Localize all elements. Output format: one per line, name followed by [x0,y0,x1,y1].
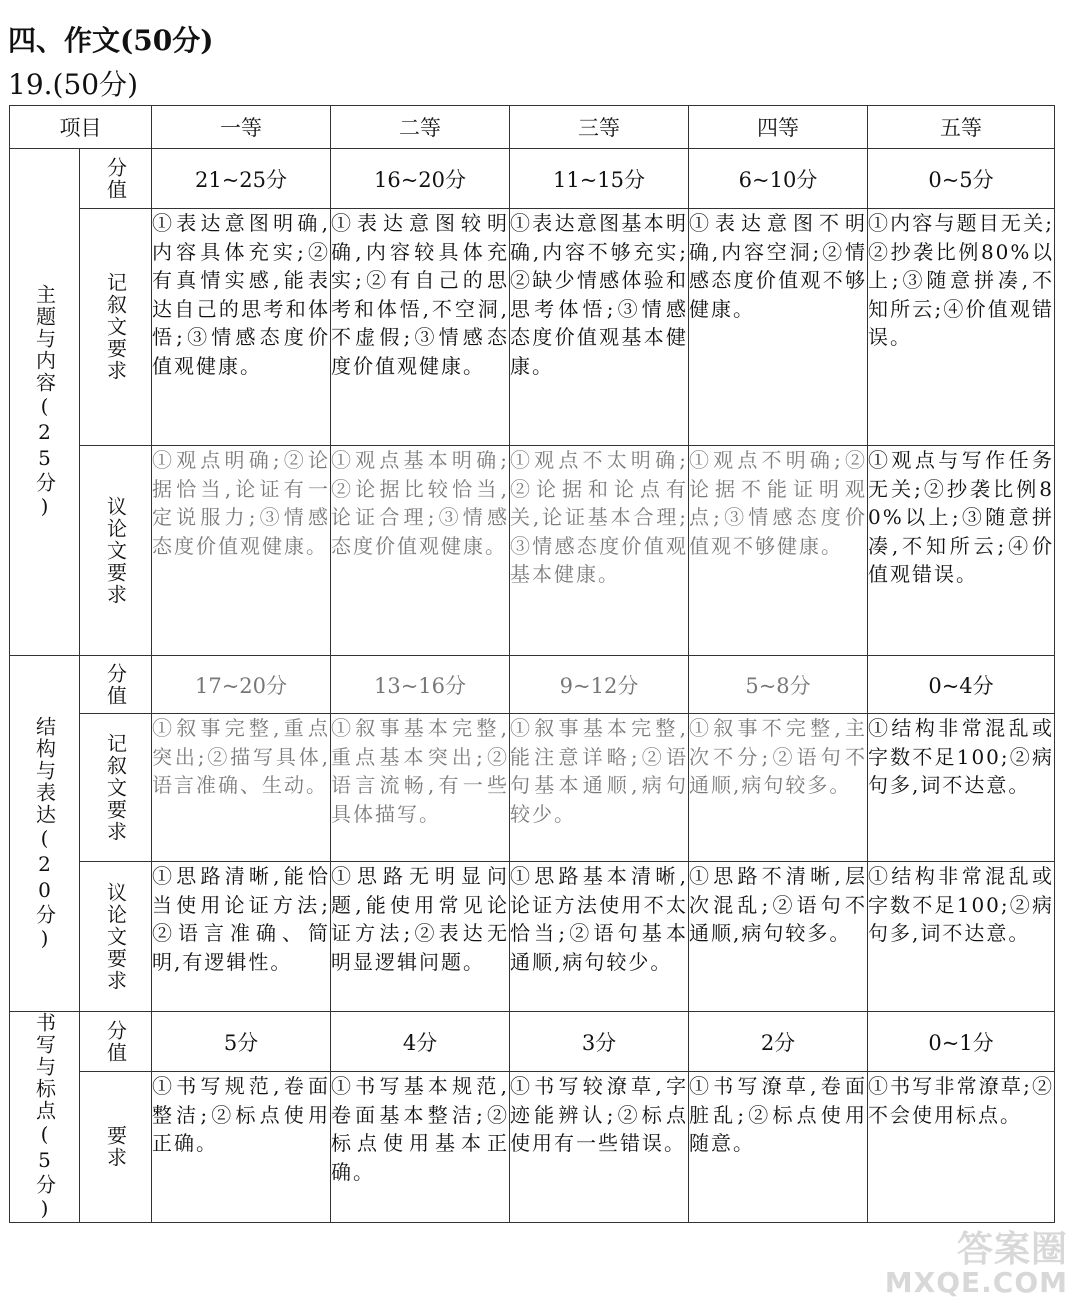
criteria-cell: ①思路不清晰,层次混乱;②语句不通顺,病句较多。 [689,862,868,1012]
score-cell: 3分 [510,1012,689,1072]
criteria-cell: ①结构非常混乱或字数不足100;②病句多,词不达意。 [868,862,1055,1012]
sub-label-cell [80,1012,152,1072]
criteria-cell: ①书写非常潦草;②不会使用标点。 [868,1072,1055,1223]
score-cell: 0~4分 [868,656,1055,714]
sub-label: 议论文要求 [103,881,128,992]
score-cell: 21~25分 [152,149,331,209]
score-cell: 4分 [331,1012,510,1072]
score-cell: 13~16分 [331,656,510,714]
category-label: 结构与表达(20分) [32,715,57,952]
score-cell: 17~20分 [152,656,331,714]
category-writing [10,1012,80,1223]
score-cell: 5分 [152,1012,331,1072]
criteria-cell: ①叙事基本完整,能注意详略;②语句基本通顺,病句较少。 [510,714,689,862]
criteria-cell: ①观点明确;②论据恰当,论证有一定说服力;③情感态度价值观健康。 [152,446,331,656]
row-c1-score [10,149,1055,209]
score-cell: 6~10分 [689,149,868,209]
criteria-cell: ①思路无明显问题,能使用常见论证方法;②表达无明显逻辑问题。 [331,862,510,1012]
sub-label-cell [80,862,152,1012]
sub-label: 议论文要求 [103,495,128,606]
score-cell: 0~5分 [868,149,1055,209]
score-cell: 9~12分 [510,656,689,714]
criteria-cell: ①观点与写作任务无关;②抄袭比例80%以上;③随意拼凑,不知所云;④价值观错误。 [868,446,1055,656]
site-watermark [884,1229,1068,1299]
category-label: 主题与内容(25分) [32,284,57,520]
criteria-cell: ①观点不太明确;②论据和论点有关,论证基本合理;③情感态度价值观基本健康。 [510,446,689,656]
criteria-cell: ①表达意图不明确,内容空洞;②情感态度价值观不够健康。 [689,209,868,446]
criteria-cell: ①叙事不完整,主次不分;②语句不通顺,病句较多。 [689,714,868,862]
row-c2-narrative [10,714,1055,862]
sub-label: 分值 [103,1019,128,1064]
row-c3-score [10,1012,1055,1072]
sub-label-cell [80,149,152,209]
sub-label-cell [80,656,152,714]
criteria-cell: ①书写较潦草,字迹能辨认;②标点使用有一些错误。 [510,1072,689,1223]
criteria-cell: ①表达意图明确,内容具体充实;②有真情实感,能表达自己的思考和体悟;③情感态度价值观健康。 [152,209,331,446]
section-heading: 四、作文(50分) [8,24,214,57]
sub-label-cell [80,446,152,656]
row-c2-score [10,656,1055,714]
row-c1-narrative [10,209,1055,446]
sub-label: 记叙文要求 [103,272,128,382]
sub-label: 分值 [103,662,128,707]
criteria-cell: ①表达意图基本明确,内容不够充实;②缺少情感体验和思考体悟;③情感态度价值观基本健康。 [510,209,689,446]
score-cell: 16~20分 [331,149,510,209]
criteria-cell: ①书写潦草,卷面脏乱;②标点使用随意。 [689,1072,868,1223]
watermark-logo-text: 答案圈 [956,1229,1068,1270]
watermark-url-text: MXQE.COM [884,1266,1068,1299]
scoring-rubric-table [9,105,1055,1223]
header-project: 项目 [10,106,152,149]
row-c3-requirement [10,1072,1055,1223]
header-grade-4: 四等 [689,106,868,149]
sub-label-cell [80,209,152,446]
category-content [10,149,80,656]
criteria-cell: ①叙事完整,重点突出;②描写具体,语言准确、生动。 [152,714,331,862]
score-cell: 11~15分 [510,149,689,209]
sub-label: 要求 [103,1125,128,1170]
score-cell: 2分 [689,1012,868,1072]
category-structure [10,656,80,1012]
header-row [10,106,1055,149]
header-grade-1: 一等 [152,106,331,149]
score-cell: 0~1分 [868,1012,1055,1072]
criteria-cell: ①思路基本清晰,论证方法使用不太恰当;②语句基本通顺,病句较少。 [510,862,689,1012]
criteria-cell: ①书写基本规范,卷面基本整洁;②标点使用基本正确。 [331,1072,510,1223]
row-c1-argument [10,446,1055,656]
criteria-cell: ①结构非常混乱或字数不足100;②病句多,词不达意。 [868,714,1055,862]
header-grade-3: 三等 [510,106,689,149]
sub-label-cell [80,714,152,862]
sub-label-cell [80,1072,152,1223]
criteria-cell: ①叙事基本完整,重点基本突出;②语言流畅,有一些具体描写。 [331,714,510,862]
criteria-cell: ①思路清晰,能恰当使用论证方法;②语言准确、简明,有逻辑性。 [152,862,331,1012]
criteria-cell: ①表达意图较明确,内容较具体充实;②有自己的思考和体悟,不空洞,不虚假;③情感态度价值观健康。 [331,209,510,446]
sub-label: 记叙文要求 [103,732,128,843]
criteria-cell: ①书写规范,卷面整洁;②标点使用正确。 [152,1072,331,1223]
question-number: 19.(50分) [8,68,139,101]
criteria-cell: ①观点不明确;②论据不能证明观点;③情感态度价值观不够健康。 [689,446,868,656]
header-grade-5: 五等 [868,106,1055,149]
sub-label: 分值 [103,156,128,201]
criteria-cell: ①观点基本明确;②论据比较恰当,论证合理;③情感态度价值观健康。 [331,446,510,656]
row-c2-argument [10,862,1055,1012]
category-label: 书写与标点(5分) [32,1012,57,1222]
header-grade-2: 二等 [331,106,510,149]
score-cell: 5~8分 [689,656,868,714]
criteria-cell: ①内容与题目无关;②抄袭比例80%以上;③随意拼凑,不知所云;④价值观错误。 [868,209,1055,446]
